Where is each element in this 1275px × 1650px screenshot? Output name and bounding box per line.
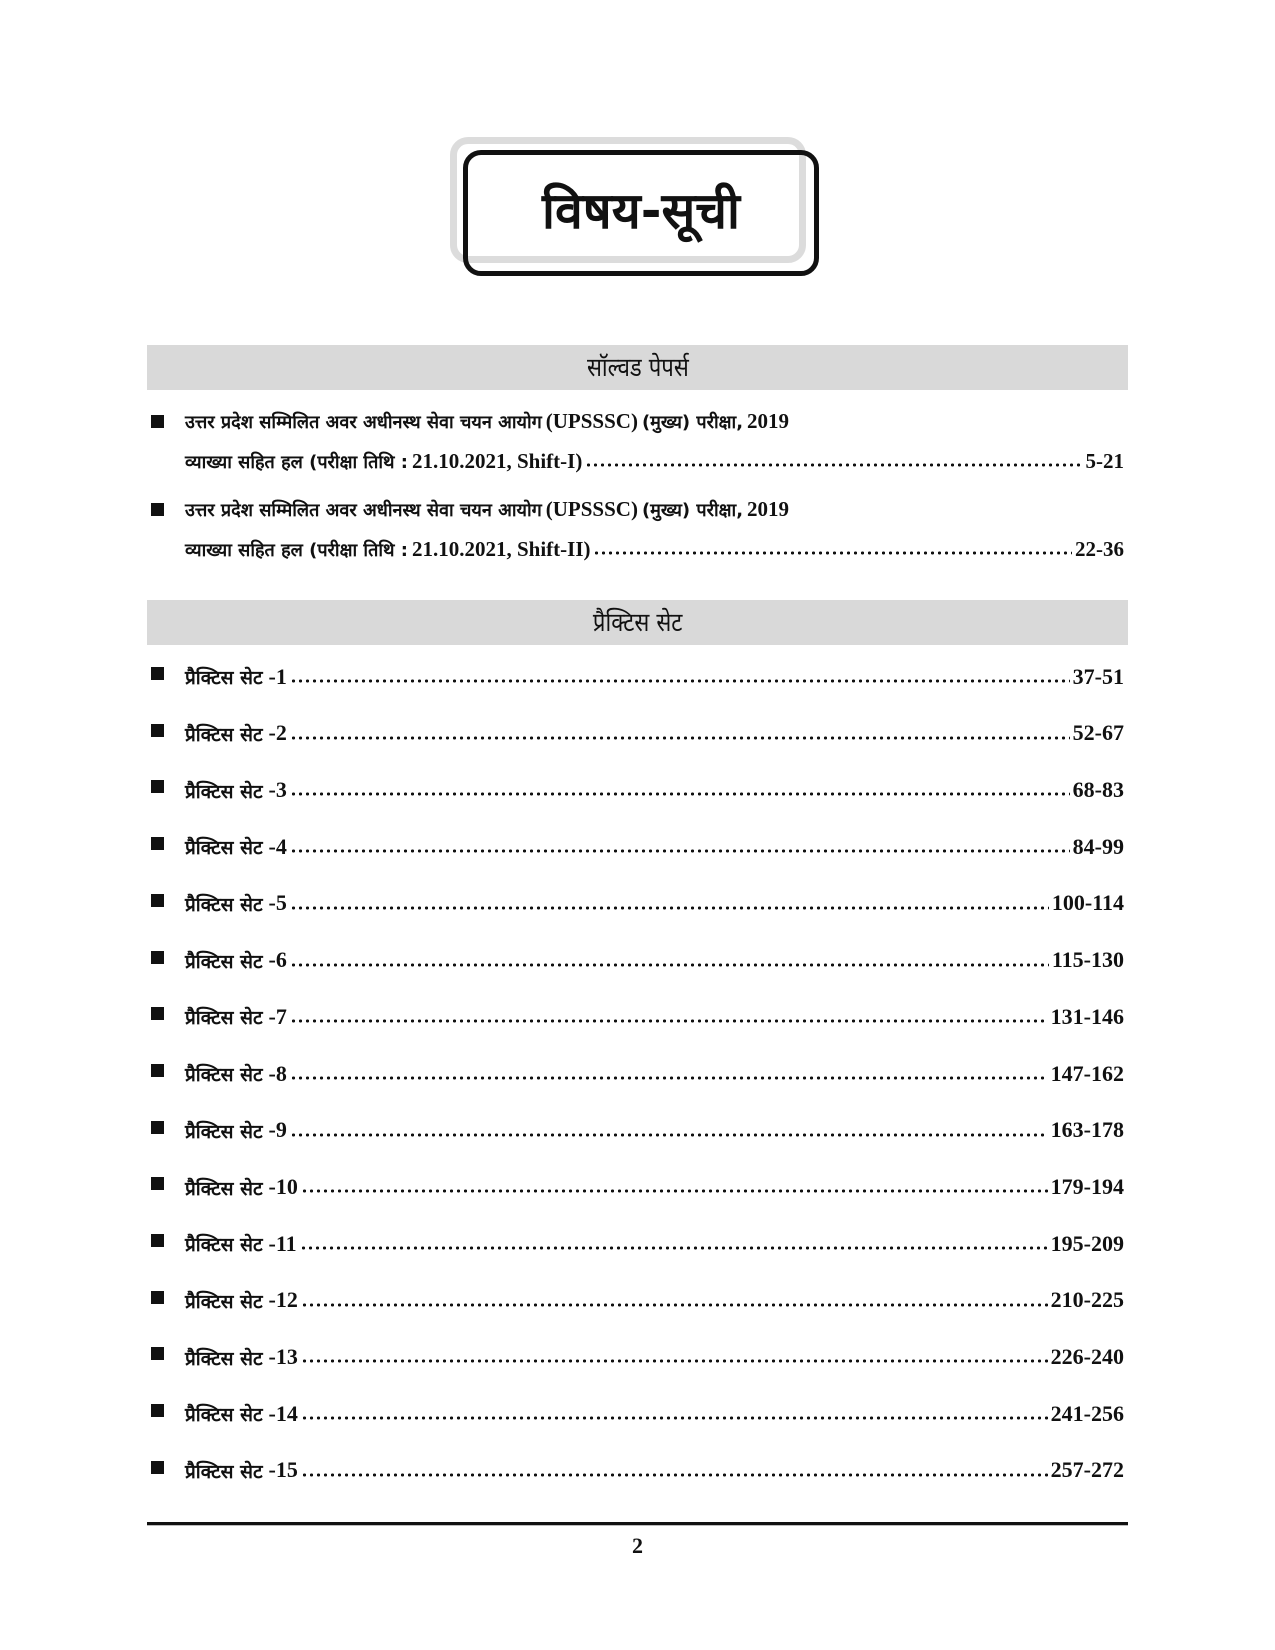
square-bullet-icon	[151, 503, 164, 516]
page-range: 37-51	[1072, 663, 1124, 689]
entry-title-hindi: उत्तर प्रदेश सम्मिलित अवर अधीनस्थ सेवा चयन आयोग	[185, 412, 542, 433]
square-bullet-icon	[151, 1347, 164, 1360]
square-bullet-icon	[151, 1177, 164, 1190]
entry-number: -11	[268, 1230, 297, 1256]
practice-set-entry[interactable]	[147, 654, 1128, 690]
page-range: 179-194	[1050, 1173, 1124, 1199]
entry-number: -8	[268, 1060, 287, 1086]
dot-leader	[290, 1018, 1048, 1024]
square-bullet-icon	[151, 1121, 164, 1134]
entry-row	[185, 1278, 1124, 1314]
entry-title-exam: (मुख्य) परीक्षा,	[641, 412, 744, 433]
entry-row	[185, 994, 1124, 1030]
square-bullet-icon	[151, 894, 164, 907]
dot-leader	[290, 848, 1070, 854]
entry-number: -10	[268, 1173, 298, 1199]
entry-row	[185, 881, 1124, 917]
page-range: 210-225	[1050, 1287, 1124, 1313]
dot-leader	[301, 1415, 1048, 1421]
practice-set-entry[interactable]	[147, 1221, 1128, 1257]
entry-number: -4	[268, 833, 287, 859]
dot-leader	[290, 735, 1070, 741]
entry-date-shift: 21.10.2021, Shift-I)	[411, 449, 583, 473]
entry-number: -15	[268, 1457, 298, 1483]
entry-line-1	[185, 400, 789, 434]
square-bullet-icon	[151, 1064, 164, 1077]
entry-number: -6	[268, 947, 287, 973]
entry-number: -7	[268, 1003, 287, 1029]
section-header-solved-papers	[147, 345, 1128, 390]
entry-row	[185, 1334, 1124, 1370]
dot-leader	[301, 1302, 1048, 1308]
entry-line-2	[185, 528, 1124, 562]
page-title: विषय-सूची	[542, 182, 740, 240]
entry-label: प्रैक्टिस सेट	[185, 894, 263, 916]
entry-title-hindi: उत्तर प्रदेश सम्मिलित अवर अधीनस्थ सेवा चयन आयोग	[185, 500, 542, 521]
entry-label: प्रैक्टिस सेट	[185, 667, 263, 690]
square-bullet-icon	[151, 667, 164, 680]
entry-title-abbr: (UPSSSC)	[545, 409, 638, 433]
entry-row	[185, 1164, 1124, 1200]
dot-leader	[585, 462, 1082, 468]
practice-set-entry[interactable]	[147, 1448, 1128, 1484]
entry-number: -3	[268, 777, 287, 802]
practice-set-entry[interactable]	[147, 938, 1128, 974]
section-heading: प्रैक्टिस सेट	[592, 607, 683, 638]
entry-label: प्रैक्टिस सेट	[185, 1120, 263, 1143]
dot-leader	[290, 905, 1049, 911]
page-range: 131-146	[1050, 1003, 1124, 1029]
entry-number: -1	[268, 663, 287, 689]
square-bullet-icon	[151, 1291, 164, 1304]
entry-number: -13	[268, 1344, 298, 1369]
dot-leader	[290, 1075, 1048, 1081]
page-range: 226-240	[1050, 1344, 1124, 1369]
title-box	[463, 150, 819, 276]
practice-set-entry[interactable]	[147, 1051, 1128, 1087]
dot-leader	[301, 1358, 1048, 1364]
practice-set-entry[interactable]	[147, 1334, 1128, 1370]
entry-number: -9	[268, 1117, 287, 1143]
dot-leader	[290, 678, 1070, 684]
entry-number: -12	[268, 1287, 298, 1313]
entry-row	[185, 654, 1124, 690]
dot-leader	[301, 1188, 1048, 1194]
page-range: 115-130	[1051, 947, 1124, 973]
entry-row	[185, 1108, 1124, 1144]
entry-line-1	[185, 488, 789, 522]
square-bullet-icon	[151, 1461, 164, 1474]
practice-set-entry[interactable]	[147, 767, 1128, 803]
entry-subtitle-hindi: व्याख्या सहित हल (परीक्षा तिथि :	[185, 540, 408, 561]
entry-label: प्रैक्टिस सेट	[185, 950, 263, 973]
dot-leader	[593, 550, 1072, 556]
entry-label: प्रैक्टिस सेट	[185, 1290, 263, 1313]
entry-row	[185, 824, 1124, 860]
entry-subtitle-hindi: व्याख्या सहित हल (परीक्षा तिथि :	[185, 452, 408, 473]
page-range: 52-67	[1072, 720, 1124, 746]
square-bullet-icon	[151, 837, 164, 850]
entry-year: 2019	[747, 409, 790, 433]
entry-label: प्रैक्टिस सेट	[185, 1177, 263, 1200]
section-header-practice-sets	[147, 600, 1128, 645]
entry-number: -2	[268, 720, 287, 746]
entry-number: -5	[268, 890, 287, 916]
entry-label: प्रैक्टिस सेट	[185, 1007, 263, 1030]
entry-label: प्रैक्टिस सेट	[185, 1234, 263, 1257]
practice-set-entry[interactable]	[147, 1164, 1128, 1200]
page-range: 163-178	[1050, 1117, 1124, 1143]
page-range: 84-99	[1072, 833, 1124, 859]
entry-title-abbr: (UPSSSC)	[545, 497, 638, 521]
entry-label: प्रैक्टिस सेट	[185, 1064, 263, 1087]
square-bullet-icon	[151, 951, 164, 964]
entry-label: प्रैक्टिस सेट	[185, 1404, 263, 1427]
page-range: 147-162	[1050, 1060, 1124, 1086]
square-bullet-icon	[151, 724, 164, 737]
section-heading: सॉल्वड पेपर्स	[586, 352, 689, 383]
square-bullet-icon	[151, 1007, 164, 1020]
square-bullet-icon	[151, 780, 164, 793]
square-bullet-icon	[151, 1404, 164, 1417]
page-range: 5-21	[1085, 449, 1124, 473]
page-range: 195-209	[1050, 1230, 1124, 1256]
page-number: 2	[632, 1533, 643, 1558]
page-range: 100-114	[1051, 890, 1124, 916]
page-range: 22-36	[1075, 537, 1124, 561]
practice-set-entry[interactable]	[147, 1391, 1128, 1427]
page-range: 241-256	[1050, 1400, 1124, 1426]
practice-set-entry[interactable]	[147, 1108, 1128, 1144]
dot-leader	[301, 1472, 1048, 1478]
entry-row	[185, 1051, 1124, 1087]
practice-set-entry[interactable]	[147, 994, 1128, 1030]
entry-year: 2019	[747, 497, 790, 521]
practice-set-entry[interactable]	[147, 881, 1128, 917]
page-range: 257-272	[1050, 1457, 1124, 1483]
dot-leader	[300, 1245, 1048, 1251]
entry-label: प्रैक्टिस सेट	[185, 1347, 263, 1370]
entry-date-shift: 21.10.2021, Shift-II)	[411, 537, 591, 561]
entry-label: प्रैक्टिस सेट	[185, 837, 263, 860]
practice-set-entry[interactable]	[147, 1278, 1128, 1314]
entry-label: प्रैक्टिस सेट	[185, 1461, 263, 1483]
practice-set-entry[interactable]	[147, 824, 1128, 860]
square-bullet-icon	[151, 415, 164, 428]
entry-row	[185, 938, 1124, 974]
page-range: 68-83	[1072, 777, 1124, 802]
entry-row	[185, 711, 1124, 747]
dot-leader	[290, 791, 1070, 797]
entry-row	[185, 1391, 1124, 1427]
entry-row	[185, 1221, 1124, 1257]
entry-label: प्रैक्टिस सेट	[185, 723, 263, 746]
dot-leader	[290, 1132, 1048, 1138]
entry-row	[185, 767, 1124, 803]
entry-number: -14	[268, 1400, 298, 1426]
entry-label: प्रैक्टिस सेट	[185, 780, 263, 803]
square-bullet-icon	[151, 1234, 164, 1247]
entry-line-2	[185, 440, 1124, 474]
practice-set-entry[interactable]	[147, 711, 1128, 747]
dot-leader	[290, 962, 1049, 968]
entry-row	[185, 1448, 1124, 1484]
entry-title-exam: (मुख्य) परीक्षा,	[641, 500, 744, 521]
footer-divider	[147, 1522, 1128, 1526]
